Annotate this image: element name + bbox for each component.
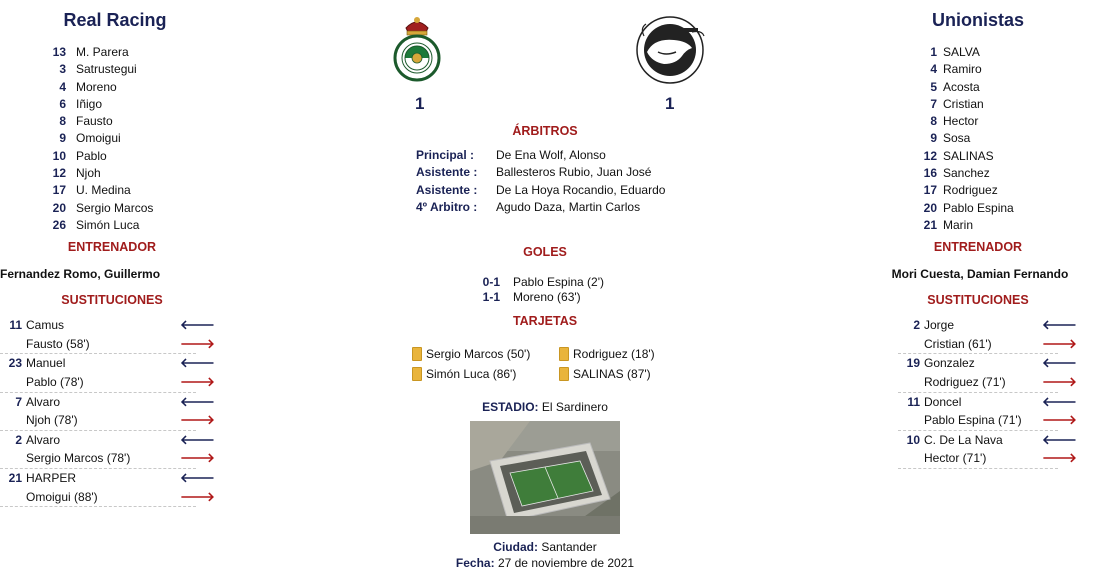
sub-out-player[interactable]: Hector (71') — [924, 451, 987, 466]
player-number: 1 — [930, 45, 937, 59]
sub-number: 23 — [8, 356, 22, 371]
player-name[interactable]: M. Parera — [76, 45, 129, 59]
date-label: Fecha: — [455, 556, 495, 570]
player-name[interactable]: U. Medina — [76, 183, 131, 198]
player-name[interactable]: Omoigui — [76, 131, 121, 146]
player-number: 3 — [59, 62, 66, 77]
player-name[interactable]: Fausto — [76, 114, 113, 129]
player-name[interactable]: Acosta — [943, 79, 980, 94]
arrow-right-icon: 🡒 — [180, 412, 215, 428]
stadium-name[interactable]: El Sardinero — [541, 400, 608, 414]
sub-out-player[interactable]: Njoh (78') — [26, 413, 78, 428]
home-coach-name[interactable]: Fernandez Romo, Guillermo — [0, 267, 161, 282]
player-number: 13 — [52, 45, 66, 59]
sub-number: 21 — [8, 471, 22, 486]
home-crest-logo[interactable] — [392, 14, 442, 86]
lineup-player — [880, 44, 1076, 61]
player-name[interactable]: Cristian — [943, 96, 984, 111]
referee-role: Asistente : — [416, 165, 478, 180]
yellow-card-entry — [559, 364, 655, 384]
lineup-player — [22, 79, 208, 96]
referee-name[interactable]: Agudo Daza, Martin Carlos — [496, 199, 641, 214]
referee-row — [416, 164, 706, 181]
player-number: 21 — [923, 217, 937, 232]
arrow-right-icon: 🡒 — [1042, 374, 1077, 390]
player-number: 8 — [930, 114, 937, 129]
yellow-card-icon — [412, 347, 422, 361]
yellow-card-entry — [559, 344, 655, 364]
substitution — [0, 354, 215, 392]
player-name[interactable]: Sosa — [943, 131, 971, 146]
sub-in-player[interactable]: Camus — [26, 318, 65, 333]
sub-number: 2 — [913, 318, 920, 333]
yellow-card-icon — [412, 367, 422, 381]
player-name[interactable]: Pablo — [76, 148, 107, 163]
stadium-line — [405, 400, 685, 414]
substitution — [0, 469, 215, 507]
sub-in-player[interactable]: HARPER — [26, 471, 77, 486]
away-subs-heading: SUSTITUCIONES — [927, 293, 1029, 308]
sub-in-player[interactable]: Manuel — [26, 356, 66, 371]
sub-out-player[interactable]: Rodriguez (71') — [924, 375, 1006, 390]
sub-number: 11 — [9, 318, 22, 333]
yellow-card-icon — [559, 367, 569, 381]
yellow-card-entry — [412, 344, 530, 364]
player-number: 12 — [923, 148, 937, 163]
lineup-player — [22, 217, 208, 234]
player-name[interactable]: Ramiro — [943, 62, 982, 77]
player-name[interactable]: Sergio Marcos — [76, 200, 154, 215]
goal-scorer[interactable]: Moreno (63') — [513, 289, 581, 304]
substitution — [898, 354, 1077, 392]
substitution — [0, 393, 215, 431]
arrow-right-icon: 🡒 — [1042, 335, 1077, 351]
sub-out-player[interactable]: Omoigui (88') — [26, 489, 98, 504]
referee-role: Asistente : — [416, 182, 478, 197]
home-subs-heading: SUSTITUCIONES — [61, 293, 163, 308]
player-number: 20 — [923, 200, 937, 215]
goals-heading: GOLES — [523, 245, 567, 259]
lineup-player — [22, 113, 208, 130]
player-name[interactable]: Moreno — [76, 79, 117, 94]
lineup-player — [22, 200, 208, 217]
sub-out-player[interactable]: Pablo Espina (71') — [924, 413, 1022, 428]
goal-scorer[interactable]: Pablo Espina (2') — [513, 275, 605, 289]
sub-number: 10 — [906, 432, 920, 447]
referee-name[interactable]: Ballesteros Rubio, Juan José — [496, 165, 652, 180]
substitution — [898, 316, 1077, 354]
arrow-left-icon: 🡐 — [180, 393, 215, 409]
sub-number: 2 — [15, 432, 22, 447]
lineup-player — [22, 182, 208, 199]
sub-out-player[interactable]: Pablo (78') — [26, 375, 84, 390]
sub-in-player[interactable]: Jorge — [924, 318, 955, 333]
referee-role: 4º Arbitro : — [416, 199, 478, 214]
cards-away — [559, 344, 655, 384]
yellow-card-icon — [559, 347, 569, 361]
sub-in-player[interactable]: C. De La Nava — [924, 432, 1003, 447]
away-score: 1 — [665, 94, 675, 113]
player-number: 12 — [52, 166, 66, 181]
player-number: 17 — [52, 183, 66, 198]
arrow-left-icon: 🡐 — [1042, 431, 1077, 447]
player-name[interactable]: SALINAS — [943, 148, 994, 163]
substitution — [898, 431, 1077, 469]
player-name[interactable]: Njoh — [76, 166, 101, 181]
goal-row — [405, 275, 695, 290]
goal-score: 0-1 — [482, 275, 500, 289]
player-name[interactable]: SALVA — [943, 45, 980, 59]
player-number: 7 — [930, 96, 937, 111]
away-lineup — [880, 44, 1076, 234]
player-name[interactable]: Rodriguez — [943, 183, 998, 198]
home-team-name: Real Racing — [63, 10, 167, 30]
sub-in-player[interactable]: Doncel — [924, 394, 962, 409]
lineup-player — [880, 96, 1076, 113]
player-number: 9 — [59, 131, 66, 146]
arrow-right-icon: 🡒 — [1042, 450, 1077, 466]
goal-row — [405, 290, 695, 305]
arrow-left-icon: 🡐 — [180, 431, 215, 447]
home-lineup — [22, 44, 208, 234]
player-name[interactable]: Pablo Espina — [943, 200, 1014, 215]
arrow-right-icon: 🡒 — [180, 335, 215, 351]
away-team-panel — [880, 0, 1076, 469]
away-crest-logo[interactable] — [632, 14, 708, 86]
card-player[interactable]: Sergio Marcos (50') — [426, 347, 531, 361]
card-player[interactable]: Rodriguez (18') — [573, 347, 655, 361]
substitution — [0, 316, 215, 354]
player-number: 6 — [59, 96, 66, 111]
match-date: 27 de noviembre de 2021 — [497, 556, 635, 570]
player-name[interactable]: Sanchez — [943, 166, 990, 181]
player-number: 4 — [59, 79, 66, 94]
sub-in-player[interactable]: Alvaro — [26, 432, 61, 447]
substitution — [0, 431, 215, 469]
away-substitutions — [898, 316, 1077, 469]
date-line — [405, 556, 685, 570]
player-number: 16 — [923, 166, 937, 181]
referee-row — [416, 182, 706, 199]
player-number: 17 — [923, 183, 937, 198]
stadium-photo[interactable] — [470, 421, 620, 534]
stadium-label: ESTADIO: — [482, 400, 539, 414]
lineup-player — [880, 148, 1076, 165]
arrow-left-icon: 🡐 — [180, 317, 215, 333]
lineup-player — [22, 96, 208, 113]
lineup-player — [22, 148, 208, 165]
player-name[interactable]: Hector — [943, 114, 979, 129]
player-name[interactable]: Marin — [943, 217, 974, 232]
sub-number: 19 — [906, 356, 920, 371]
lineup-player — [22, 130, 208, 147]
player-number: 5 — [930, 79, 937, 94]
lineup-player — [880, 113, 1076, 130]
lineup-player — [880, 182, 1076, 199]
player-number: 8 — [59, 114, 66, 129]
arrow-left-icon: 🡐 — [1042, 393, 1077, 409]
city-label: Ciudad: — [493, 540, 538, 554]
sub-number: 7 — [15, 394, 22, 409]
referees-heading: ÁRBITROS — [512, 124, 578, 138]
substitution — [898, 393, 1077, 431]
sub-in-player[interactable]: Gonzalez — [924, 356, 975, 371]
player-name[interactable]: Satrustegui — [76, 62, 137, 77]
home-team-panel — [0, 0, 215, 507]
lineup-player — [22, 165, 208, 182]
player-number: 9 — [930, 131, 937, 146]
arrow-left-icon: 🡐 — [1042, 355, 1077, 371]
away-coach-heading: ENTRENADOR — [933, 240, 1023, 255]
goals-list — [405, 275, 695, 304]
referee-role: Principal : — [416, 148, 475, 162]
player-number: 26 — [52, 217, 66, 232]
lineup-player — [880, 79, 1076, 96]
card-player[interactable]: SALINAS (87') — [573, 367, 651, 381]
away-coach-name[interactable]: Mori Cuesta, Damian Fernando — [891, 267, 1069, 282]
referee-name[interactable]: De La Hoya Rocandio, Eduardo — [496, 182, 666, 197]
home-coach-heading: ENTRENADOR — [67, 240, 157, 255]
yellow-card-entry — [412, 364, 530, 384]
sub-out-player[interactable]: Sergio Marcos (78') — [26, 451, 131, 466]
lineup-player — [880, 165, 1076, 182]
cards-home — [412, 344, 530, 384]
player-name[interactable]: Iñigo — [76, 96, 103, 111]
player-number: 4 — [930, 62, 937, 77]
player-name[interactable]: Simón Luca — [76, 217, 140, 232]
city-line — [405, 540, 685, 554]
city-name[interactable]: Santander — [541, 540, 597, 554]
cards-heading: TARJETAS — [512, 314, 578, 328]
away-team-name: Unionistas — [931, 10, 1024, 30]
arrow-right-icon: 🡒 — [180, 450, 215, 466]
arrow-right-icon: 🡒 — [180, 488, 215, 504]
lineup-player — [22, 61, 208, 78]
referee-name[interactable]: De Ena Wolf, Alonso — [496, 148, 606, 162]
player-number: 20 — [52, 200, 66, 215]
home-substitutions — [0, 316, 215, 507]
goal-score: 1-1 — [482, 289, 500, 304]
lineup-player — [880, 130, 1076, 147]
sub-out-player[interactable]: Fausto (58') — [26, 336, 90, 351]
referees-list — [416, 147, 706, 216]
lineup-player — [22, 44, 208, 61]
player-number: 10 — [52, 148, 66, 163]
referee-row — [416, 147, 706, 164]
arrow-right-icon: 🡒 — [180, 374, 215, 390]
sub-in-player[interactable]: Alvaro — [26, 394, 61, 409]
lineup-player — [880, 217, 1076, 234]
sub-out-player[interactable]: Cristian (61') — [924, 336, 992, 351]
lineup-player — [880, 200, 1076, 217]
referee-row — [416, 199, 706, 216]
home-score: 1 — [415, 94, 425, 113]
arrow-left-icon: 🡐 — [1042, 317, 1077, 333]
arrow-right-icon: 🡒 — [1042, 412, 1077, 428]
arrow-left-icon: 🡐 — [180, 355, 215, 371]
lineup-player — [880, 61, 1076, 78]
card-player[interactable]: Simón Luca (86') — [426, 367, 517, 381]
sub-number: 11 — [907, 394, 920, 409]
arrow-left-icon: 🡐 — [180, 470, 215, 486]
